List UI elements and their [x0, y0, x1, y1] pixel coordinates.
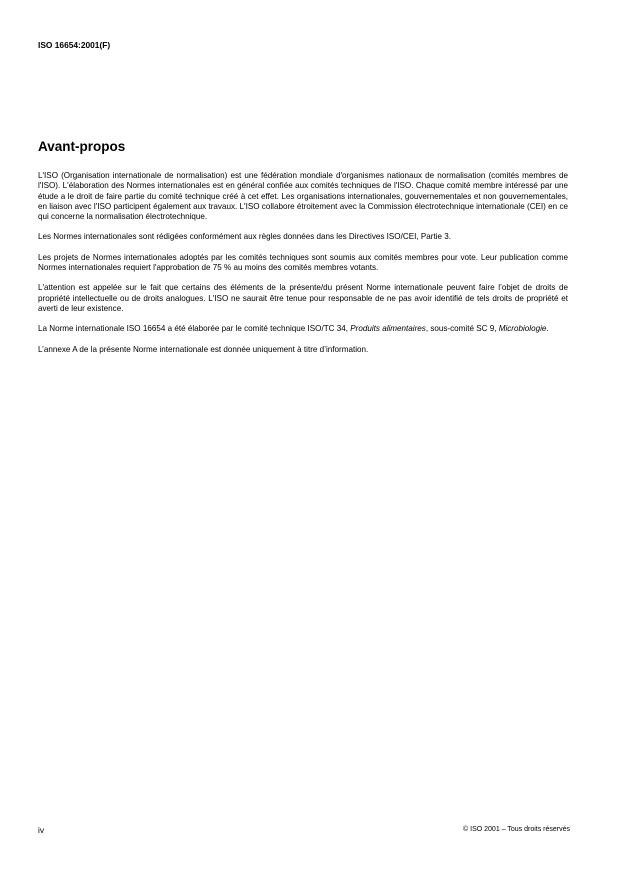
foreword-body	[38, 171, 568, 365]
committee-text-c: .	[546, 324, 549, 334]
paragraph-committee	[38, 324, 568, 334]
paragraph-annex: L’annexe A de la présente Norme internationale est donnée uniquement à titre d’information.	[38, 344, 369, 354]
page-title: Avant-propos	[38, 139, 126, 154]
committee-text-a: La Norme internationale ISO 16654 a été élaborée par le comité technique ISO/TC 34,	[38, 324, 351, 334]
paragraph-iso-organisation: L'ISO (Organisation internationale de normalisation) est une fédération mondiale d'organismes nationaux de normalisation (comités membres de l'ISO). L'élaboration des Normes internationales est en général confiée aux comités techniques de l'ISO. Chaque comité membre intéressé par une étude a le droit de faire partie du comité technique créé à cet effet. Les organisations internationales, gouvernementales et non gouvernementales, en liaison avec l'ISO participent également aux travaux. L'ISO collabore étroitement avec la Commission électrotechnique internationale (CEI) en ce qui concerne la normalisation électrotechnique.	[38, 171, 568, 222]
copyright-notice: © ISO 2001 – Tous droits réservés	[463, 826, 570, 833]
page-number: iv	[38, 825, 45, 835]
committee-name: Produits alimentaires	[350, 324, 426, 334]
paragraph-drafting-rules: Les Normes internationales sont rédigées conformément aux règles données dans les Directives ISO/CEI, Partie 3.	[38, 232, 451, 242]
paragraph-voting: Les projets de Normes internationales adoptés par les comités techniques sont soumis aux comités membres pour vote. Leur publication comme Normes internationales requiert l'approbation de 75 % au moins des comités membres votants.	[38, 252, 568, 273]
paragraph-patent-rights: L'attention est appelée sur le fait que certains des éléments de la présente/du présent Norme internationale peuvent faire l’objet de droits de propriété intellectuelle ou de droits analogues. L'ISO ne saurait être tenue pour responsable de ne pas avoir identifié de tels droits de propriété et averti de leur existence.	[38, 283, 568, 313]
document-id-header: ISO 16654:2001(F)	[38, 40, 111, 50]
committee-text-b: , sous-comité SC 9,	[425, 324, 499, 334]
subcommittee-name: Microbiologie	[498, 324, 547, 334]
